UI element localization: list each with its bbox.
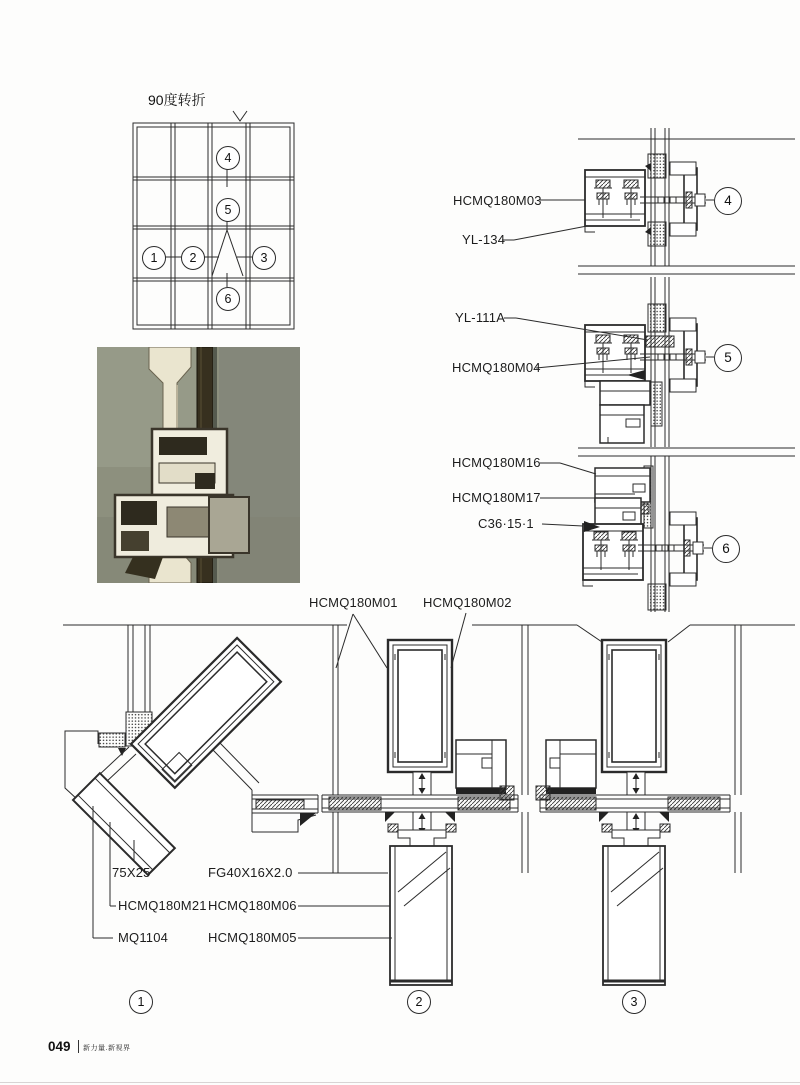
part-label-fg40x16x20: FG40X16X2.0: [208, 865, 293, 880]
detail-2-drawing: [322, 613, 518, 985]
detail-5-drawing: [585, 304, 714, 443]
part-label-hcmq180m01: HCMQ180M01: [309, 595, 398, 610]
callout-elevation-5: 5: [216, 198, 240, 222]
callout-detail-4: 4: [714, 187, 742, 215]
page-number: 049: [48, 1039, 71, 1054]
callout-elevation-4: 4: [216, 146, 240, 170]
page-bottom-edge: [0, 1082, 800, 1083]
callout-detail-5: 5: [714, 344, 742, 372]
right-details-drawing: [502, 128, 795, 612]
detail-3-drawing: [536, 625, 730, 985]
part-label-hcmq180m05: HCMQ180M05: [208, 930, 297, 945]
photo-art: [97, 347, 300, 583]
part-label-hcmq180m04: HCMQ180M04: [452, 360, 541, 375]
elevation-grid: [133, 111, 294, 329]
part-label-mq1104: MQ1104: [118, 930, 169, 945]
footer-tagline: 新力量.新视界: [83, 1045, 131, 1052]
part-label-hcmq180m16: HCMQ180M16: [452, 455, 541, 470]
profile-corner-photo: [97, 347, 300, 583]
callout-detail-2: 2: [407, 990, 431, 1014]
footer-divider: [78, 1040, 79, 1053]
detail-6-drawing: [583, 466, 712, 610]
part-label-hcmq180m21: HCMQ180M21: [118, 898, 207, 913]
callout-elevation-1: 1: [142, 246, 166, 270]
part-label-yl134: YL-134: [462, 232, 506, 247]
part-label-hcmq180m06: HCMQ180M06: [208, 898, 297, 913]
part-label-hcmq180m17: HCMQ180M17: [452, 490, 541, 505]
callout-elevation-3: 3: [252, 246, 276, 270]
part-label-75x25: 75X25: [112, 865, 151, 880]
part-label-c36: C36·15·1: [478, 516, 534, 531]
callout-detail-6: 6: [712, 535, 740, 563]
bottom-details-drawing: [63, 613, 795, 985]
detail-4-drawing: [585, 154, 714, 246]
callout-detail-1: 1: [129, 990, 153, 1014]
part-label-hcmq180m03: HCMQ180M03: [453, 193, 542, 208]
callout-elevation-2: 2: [181, 246, 205, 270]
part-label-yl111a: YL-111A: [455, 310, 506, 325]
callout-elevation-6: 6: [216, 287, 240, 311]
detail-1-drawing: [65, 625, 318, 875]
elevation-title: 90度转折: [148, 92, 206, 108]
callout-detail-3: 3: [622, 990, 646, 1014]
part-label-hcmq180m02: HCMQ180M02: [423, 595, 512, 610]
